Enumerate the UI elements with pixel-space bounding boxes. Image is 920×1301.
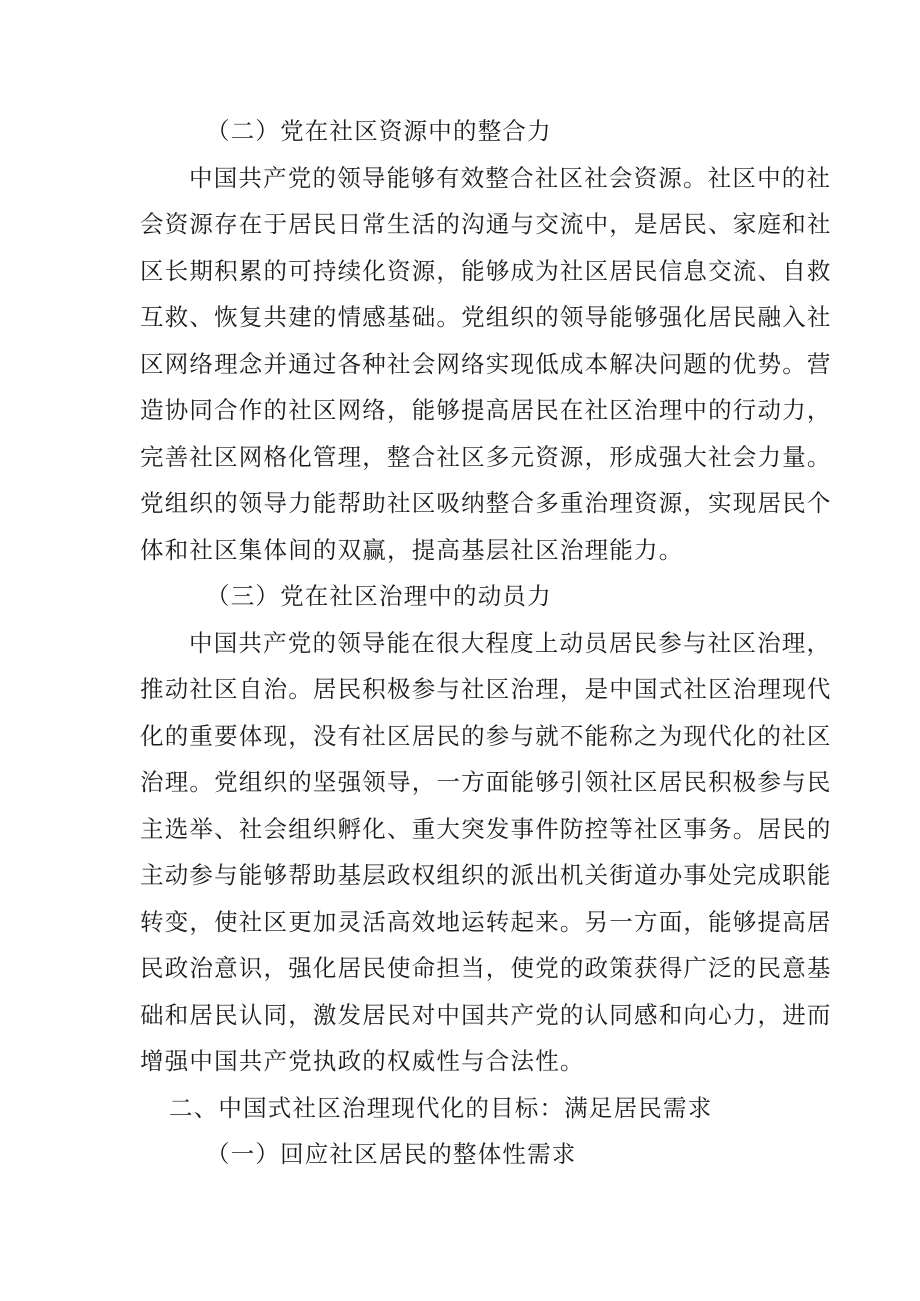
paragraph-line: 主选举、社会组织孵化、重大突发事件防控等社区事务。居民的 [140,814,832,843]
paragraph-line: 民政治意识，强化居民使命担当，使党的政策获得广泛的民意基 [140,954,832,982]
paragraph-line: 主动参与能够帮助基层政权组织的派出机关街道办事处完成职能 [140,861,832,889]
paragraph-line: 推动社区自治。居民积极参与社区治理，是中国式社区治理现代 [140,675,832,703]
paragraph-line: 区网络理念并通过各种社会网络实现低成本解决问题的优势。营 [140,349,832,378]
chapter-heading: 二、中国式社区治理现代化的目标：满足居民需求 [169,1093,713,1122]
paragraph-line: 体和社区集体间的双赢，提高基层社区治理能力。 [140,535,684,564]
document-page [140,108,832,1178]
section-heading: （一）回应社区居民的整体性需求 [206,1140,577,1168]
paragraph-line: 中国共产党的领导能在很大程度上动员居民参与社区治理， [189,628,832,657]
paragraph-line: 础和居民认同，激发居民对中国共产党的认同感和向心力，进而 [140,1000,832,1029]
paragraph-line: 造协同合作的社区网络，能够提高居民在社区治理中的行动力， [140,396,832,424]
paragraph-line: 中国共产党的领导能够有效整合社区社会资源。社区中的社 [189,163,832,192]
paragraph-line: 化的重要体现，没有社区居民的参与就不能称之为现代化的社区 [140,721,832,750]
paragraph-line: 转变，使社区更加灵活高效地运转起来。另一方面，能够提高居 [140,907,832,936]
paragraph-line: 增强中国共产党执政的权威性与合法性。 [140,1047,585,1075]
paragraph-line: 治理。党组织的坚强领导，一方面能够引领社区居民积极参与民 [140,768,832,796]
paragraph-line: 党组织的领导力能帮助社区吸纳整合多重治理资源，实现居民个 [140,489,832,517]
paragraph-line: 会资源存在于居民日常生活的沟通与交流中，是居民、家庭和社 [140,210,832,238]
paragraph-line: 区长期积累的可持续化资源，能够成为社区居民信息交流、自救 [140,256,832,285]
section-heading: （二）党在社区资源中的整合力 [206,117,552,145]
section-heading: （三）党在社区治理中的动员力 [206,582,552,610]
paragraph-line: 完善社区网格化管理，整合社区多元资源，形成强大社会力量。 [140,442,832,471]
paragraph-line: 互救、恢复共建的情感基础。党组织的领导能够强化居民融入社 [140,303,832,331]
